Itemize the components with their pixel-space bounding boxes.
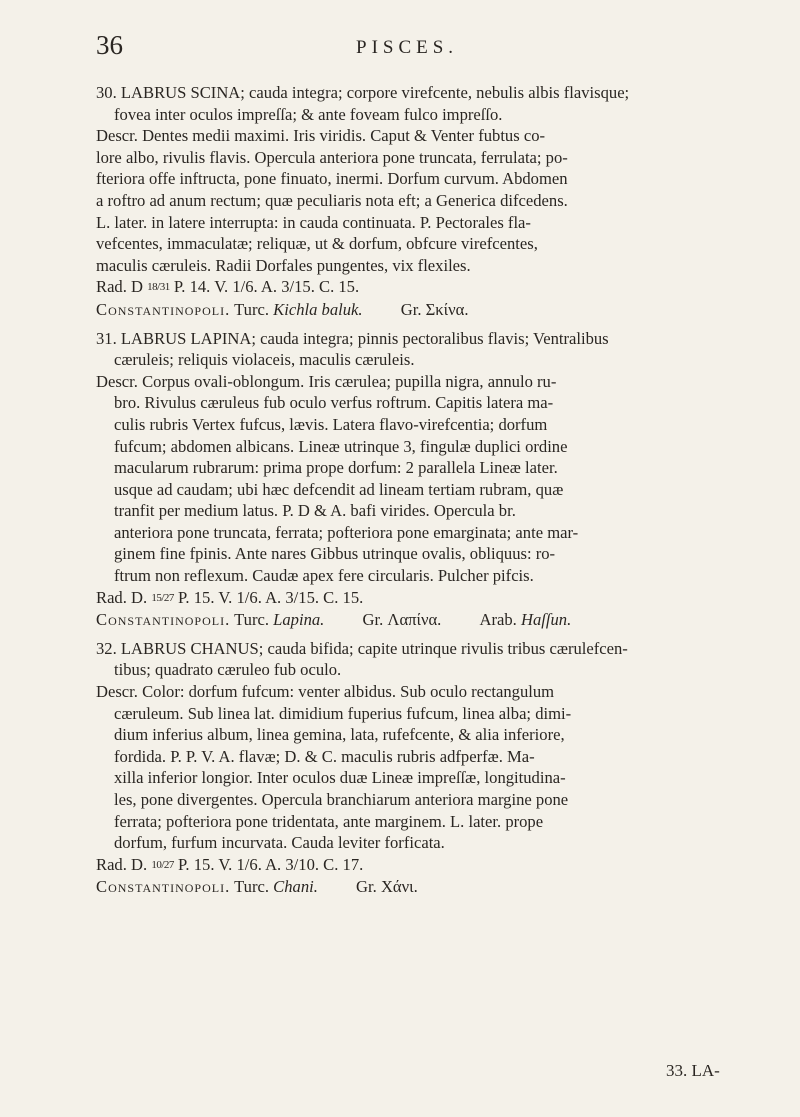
description-line: Descr. Dentes medii maximi. Iris viridis. Caput & Venter fubtus co-	[96, 126, 546, 146]
description-line: vefcentes, immaculatæ; reliquæ, ut & dorfum, obfcure virefcentes,	[96, 234, 538, 254]
description-line: ftrum non reflexum. Caudæ apex fere circularis. Pulcher pifcis.	[114, 566, 534, 586]
species-entry-31	[96, 328, 732, 631]
greek-name: Χάνι.	[380, 877, 418, 897]
arabic-label: Arab.	[479, 610, 517, 630]
pectoral-count: P. 15.	[178, 587, 215, 607]
fin-ray-formula	[96, 276, 732, 299]
ventral-count: V. 1/6.	[218, 854, 262, 874]
description-line: ginem fine fpinis. Ante nares Gibbus utrinque ovalis, obliquus: ro-	[114, 544, 556, 564]
page-header	[0, 22, 800, 62]
locality-line	[96, 876, 732, 898]
fin-ray-formula	[96, 854, 732, 877]
description-line: macularum rubrarum: prima prope dorfum: 2 parallela Lineæ later.	[114, 458, 558, 478]
description-line: dium inferius album, linea gemina, lata, rufefcente, & alia inferiore,	[114, 725, 565, 745]
entry-heading: 31. LABRUS LAPINA; cauda integra; pinnis pectoralibus flavis; Ventralibus	[96, 328, 609, 348]
running-title: PISCES.	[356, 37, 459, 58]
caudal-count: C. 17.	[323, 854, 364, 874]
caudal-count: C. 15.	[319, 277, 360, 297]
species-entry-30	[96, 82, 732, 321]
description-line: fteriora offe inftructa, pone finuato, inermi. Dorfum curvum. Abdomen	[96, 169, 568, 189]
description-line: les, pone divergentes. Opercula branchiarum anteriora margine pone	[114, 790, 569, 809]
description-line: xilla inferior longior. Inter oculos duæ Lineæ impreſſæ, longitudina-	[114, 768, 566, 788]
description-line: anteriora pone truncata, ferrata; pofteriora pone emarginata; ante mar-	[114, 522, 579, 542]
dorsal-count: 10/27	[151, 858, 174, 871]
rad-prefix: Rad. D	[96, 277, 144, 297]
description-line: Descr. Color: dorfum fufcum: venter albidus. Sub oculo rectangulum	[96, 682, 555, 702]
turc-label: Turc.	[234, 299, 269, 319]
description-line: a roftro ad anum rectum; quæ peculiaris nota eft; a Generica difcedens.	[96, 190, 568, 210]
description-line: usque ad caudam; ubi hæc defcendit ad lineam tertiam rubram, quæ	[114, 479, 564, 499]
greek-label: Gr.	[362, 610, 384, 630]
turc-label: Turc.	[234, 877, 269, 897]
anal-count: A. 3/15.	[260, 277, 315, 297]
locality-line	[96, 299, 732, 321]
rad-prefix: Rad. D.	[96, 587, 148, 607]
description-line: bro. Rivulus cæruleus fub oculo verfus roftrum. Capitis latera ma-	[114, 393, 554, 413]
entry-heading-cont: fovea inter oculos impreſſa; & ante foveam fulco impreſſo.	[114, 104, 503, 124]
species-entry-32	[96, 638, 732, 898]
catchword: 33. LA-	[666, 1061, 720, 1080]
locality-place: Constantinopoli.	[96, 299, 231, 319]
description-line: tranfit per medium latus. P. D & A. bafi virides. Opercula br.	[114, 501, 516, 521]
fin-ray-formula	[96, 587, 732, 610]
locality-place: Constantinopoli.	[96, 610, 231, 630]
entry-heading-cont: tibus; quadrato cæruleo fub oculo.	[114, 660, 342, 680]
description-line: culis rubris Vertex fufcus, lævis. Latera flavo-virefcentia; dorfum	[114, 414, 548, 434]
ventral-count: V. 1/6.	[214, 277, 258, 297]
description-line: maculis cæruleis. Radii Dorfales pungentes, vix flexiles.	[96, 255, 471, 275]
dorsal-count: 18/31	[147, 281, 170, 294]
entry-heading: 30. LABRUS SCINA; cauda integra; corpore virefcente, nebulis albis flavisque;	[96, 83, 630, 102]
turkish-name: Chani.	[273, 877, 318, 897]
description-line: dorfum, furfum incurvata. Cauda leviter forficata.	[114, 833, 445, 853]
locality-place: Constantinopoli.	[96, 877, 231, 897]
page-body	[96, 82, 732, 905]
greek-name: Λαπίνα.	[387, 610, 442, 630]
greek-name: Σκίνα.	[425, 299, 469, 319]
greek-label: Gr.	[400, 299, 422, 319]
rad-prefix: Rad. D.	[96, 854, 148, 874]
anal-count: A. 3/10.	[265, 854, 320, 874]
caudal-count: C. 15.	[323, 587, 364, 607]
pectoral-count: P. 15.	[178, 854, 215, 874]
ventral-count: V. 1/6.	[218, 587, 262, 607]
anal-count: A. 3/15.	[265, 587, 320, 607]
entry-heading-cont: cæruleis; reliquis violaceis, maculis cæruleis.	[114, 350, 415, 370]
turc-label: Turc.	[234, 610, 269, 630]
description-line: ferrata; pofteriora pone tridentata, ante marginem. L. later. prope	[114, 811, 544, 831]
pectoral-count: P. 14.	[173, 277, 211, 297]
entry-heading: 32. LABRUS CHANUS; cauda bifida; capite utrinque rivulis tribus cærulefcen-	[96, 638, 628, 658]
description-line: fordida. P. P. V. A. flavæ; D. & C. maculis rubris adfperfæ. Ma-	[114, 746, 535, 766]
locality-line	[96, 609, 732, 631]
dorsal-count: 15/27	[151, 591, 174, 604]
description-line: Descr. Corpus ovali-oblongum. Iris cærulea; pupilla nigra, annulo ru-	[96, 371, 557, 391]
greek-label: Gr.	[356, 877, 377, 897]
turkish-name: Kichla baluk.	[273, 299, 363, 319]
page-number: 36	[96, 30, 123, 60]
description-line: cæruleum. Sub linea lat. dimidium fuperius fufcum, linea alba; dimi-	[114, 703, 572, 723]
description-line: fufcum; abdomen albicans. Lineæ utrinque 3, fingulæ duplici ordine	[114, 436, 568, 456]
arabic-name: Haſſun.	[520, 610, 572, 630]
turkish-name: Lapina.	[273, 610, 325, 630]
description-line: lore albo, rivulis flavis. Opercula anteriora pone truncata, ferrulata; po-	[96, 147, 568, 167]
description-line: L. later. in latere interrupta: in cauda continuata. P. Pectorales fla-	[96, 212, 531, 232]
